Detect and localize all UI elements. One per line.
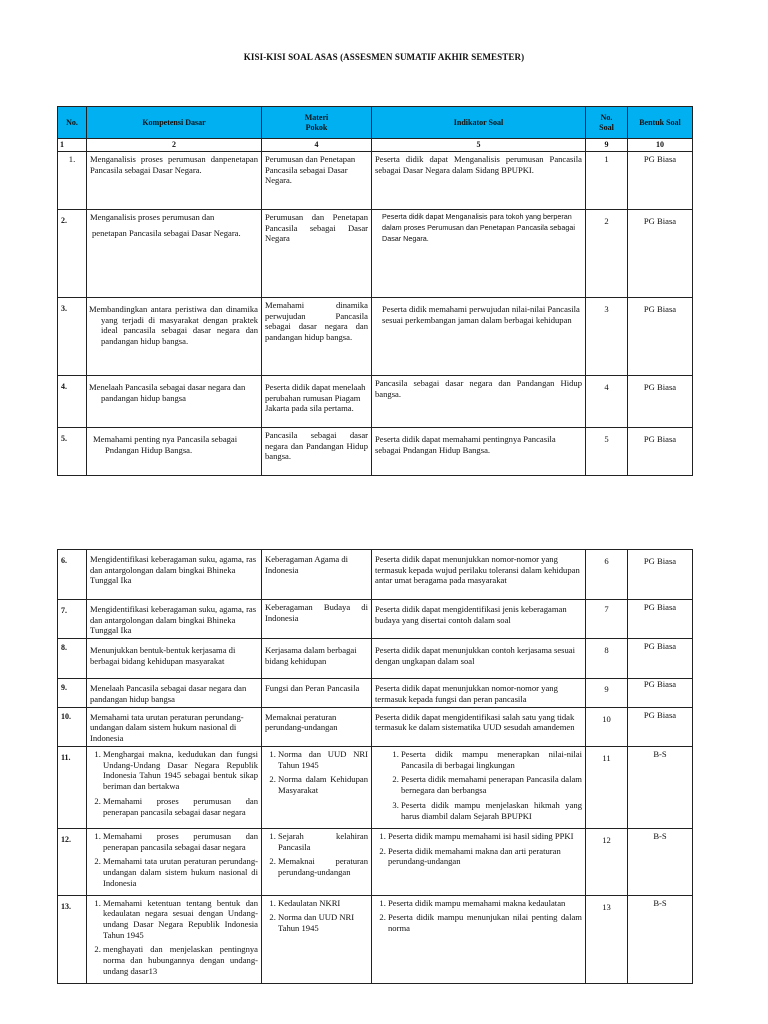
- row-materi: Fungsi dan Peran Pancasila: [262, 679, 372, 707]
- kisi-kisi-table-page2: [57, 549, 693, 984]
- row-kompetensi: Menunjukkan bentuk-bentuk kerjasama di berbagai bidang kehidupan masyarakat: [87, 639, 262, 679]
- row-kompetensi: [87, 828, 262, 895]
- row-bentuk: PG Biasa: [628, 152, 693, 210]
- row-no-soal: 1: [586, 152, 628, 210]
- row-bentuk: PG Biasa: [628, 376, 693, 428]
- row-no: 11.: [58, 746, 87, 828]
- materi-list: [265, 831, 368, 878]
- row-materi: [262, 746, 372, 828]
- kd-item: 2. menghayati dan menjelaskan pentingnya norma dan hubungannya dengan undang-undang dasar13: [103, 944, 258, 976]
- row-no-soal: 4: [586, 376, 628, 428]
- row-materi: Perumusan dan Penetapan Pancasila sebagai Dasar Negara.: [262, 152, 372, 210]
- materi-item: 1. Kedaulatan NKRI: [278, 898, 368, 909]
- row-no-soal: 8: [586, 639, 628, 679]
- indikator-item: 2. Peserta didik memahami makna dan arti peraturan perundang-undangan: [388, 846, 582, 867]
- header-bentuk-soal: Bentuk Soal: [628, 107, 693, 139]
- colnum-9: 9: [586, 139, 628, 152]
- table-row: [58, 428, 693, 476]
- column-number-row: [58, 139, 693, 152]
- row-materi: Keberagaman Agama di Indonesia: [262, 550, 372, 600]
- row-kompetensi: Memahami tata urutan peraturan perundang-undangan dalam sistem hukum nasional di Indonesia: [87, 707, 262, 746]
- row-no-soal: 13: [586, 895, 628, 983]
- table-row: [58, 679, 693, 707]
- row-no: 5.: [58, 428, 87, 476]
- row-no: 8.: [58, 639, 87, 679]
- table-row: [58, 828, 693, 895]
- kd-list: [90, 749, 258, 817]
- header-materi-pokok: [262, 107, 372, 139]
- row-bentuk: B-S: [628, 746, 693, 828]
- row-materi: Keberagaman Budaya di Indonesia: [262, 600, 372, 639]
- row-bentuk: PG Biasa: [628, 639, 693, 679]
- table-row: [58, 639, 693, 679]
- row-indikator: Peserta didik dapat Menganalisis perumusan Pancasila sebagai Dasar Negara dalam Sidang BPUPKI.: [372, 152, 586, 210]
- row-no-soal: 12: [586, 828, 628, 895]
- row-no-soal: 3: [586, 298, 628, 376]
- kd-item: 2. Memahami tata urutan peraturan perundang-undangan dalam sistem hukum nasional di Indonesia: [103, 856, 258, 888]
- materi-item: 2. Norma dalam Kehidupan Masyarakat: [278, 774, 368, 795]
- row-no-soal: 7: [586, 600, 628, 639]
- row-bentuk: PG Biasa: [628, 428, 693, 476]
- materi-item: 2. Norma dan UUD NRI Tahun 1945: [278, 912, 368, 933]
- header-row: [58, 107, 693, 139]
- kd-list: [90, 831, 258, 889]
- row-no: 3.: [58, 298, 87, 376]
- row-no-soal: 10: [586, 707, 628, 746]
- row-kompetensi: [87, 210, 262, 298]
- table-row: [58, 895, 693, 983]
- row-indikator: Peserta didik dapat menunjukkan contoh kerjasama sesuai dengan ungkapan dalam soal: [372, 639, 586, 679]
- row-bentuk: PG Biasa: [628, 707, 693, 746]
- row-bentuk: PG Biasa: [628, 298, 693, 376]
- indikator-item: 1. Peserta didik mampu memahami makna kedaulatan: [388, 898, 582, 909]
- kd-item: 2. Memahami proses perumusan dan penerapan pancasila sebagai dasar negara: [103, 796, 258, 817]
- row-kompetensi: Membandingkan antara peristiwa dan dinamika yang terjadi di masyarakat dengan praktek ideal pancasila sebagai dasar negara dan pandangan hidup bangsa.: [87, 298, 262, 376]
- kd-item: 1. Memahami proses perumusan dan penerapan pancasila sebagai dasar negara: [103, 831, 258, 852]
- row-kompetensi: Memahami penting nya Pancasila sebagai Pndangan Hidup Bangsa.: [87, 428, 262, 476]
- row-kompetensi: Menelaah Pancasila sebagai dasar negara dan pandangan hidup bangsa: [87, 679, 262, 707]
- row-kompetensi: Menelaah Pancasila sebagai dasar negara dan pandangan hidup bangsa: [87, 376, 262, 428]
- row-no: 7.: [58, 600, 87, 639]
- table-row: [58, 376, 693, 428]
- row-kompetensi-line2: penetapan Pancasila sebagai Dasar Negara.: [92, 227, 241, 238]
- row-indikator: [372, 828, 586, 895]
- row-materi: [262, 828, 372, 895]
- table-row: [58, 600, 693, 639]
- row-kompetensi: [87, 746, 262, 828]
- row-indikator: [372, 895, 586, 983]
- indikator-item: 3. Peserta didik mampu menjelaskan hikmah yang harus diambil dalam Sejarah BPUPKI: [401, 800, 582, 821]
- row-no-soal: 5: [586, 428, 628, 476]
- row-indikator: Pancasila sebagai dasar negara dan Pandangan Hidup bangsa.: [372, 376, 586, 428]
- row-no: 9.: [58, 679, 87, 707]
- row-kompetensi-line1: Menganalisis proses perumusan dan: [90, 212, 215, 222]
- row-indikator: Peserta didik memahami perwujudan nilai-nilai Pancasila sesuai perkembangan jaman dalam berbagai kehidupan: [372, 298, 586, 376]
- indikator-list: [388, 749, 582, 821]
- row-no: 10.: [58, 707, 87, 746]
- indikator-item: 2. Peserta didik mampu menunjukan nilai penting dalam norma: [388, 912, 582, 933]
- row-no: 4.: [58, 376, 87, 428]
- row-materi: Kerjasama dalam berbagai bidang kehidupan: [262, 639, 372, 679]
- materi-list: [265, 749, 368, 796]
- row-no: 13.: [58, 895, 87, 983]
- indikator-list: [375, 831, 582, 867]
- header-nosoal-line2: Soal: [599, 122, 614, 132]
- materi-item: 1. Sejarah kelahiran Pancasila: [278, 831, 368, 852]
- row-bentuk: PG Biasa: [628, 679, 693, 707]
- kd-item: 1. Menghargai makna, kedudukan dan fungsi Undang-Undang Dasar Negara Republik Indonesia Tahun 1945 sebagai bentuk sikap beriman dan bertakwa: [103, 749, 258, 792]
- header-no-soal: [586, 107, 628, 139]
- materi-item: 2. Memaknai peraturan perundang-undangan: [278, 856, 368, 877]
- row-materi: [262, 895, 372, 983]
- row-no-soal: 9: [586, 679, 628, 707]
- table-row: [58, 746, 693, 828]
- row-bentuk: B-S: [628, 828, 693, 895]
- indikator-item: 1. Peserta didik mampu memahami isi hasil siding PPKI: [388, 831, 582, 842]
- row-indikator: Peserta didik dapat mengidentifikasi jenis keberagaman budaya yang disertai contoh dalam soal: [372, 600, 586, 639]
- header-kompetensi-dasar: Kompetensi Dasar: [87, 107, 262, 139]
- row-kompetensi: Menganalisis proses perumusan danpenetapan Pancasila sebagai Dasar Negara.: [87, 152, 262, 210]
- row-indikator: Peserta didik dapat menunjukkan nomor-nomor yang termasuk kepada fungsi dan peran pancasila: [372, 679, 586, 707]
- header-no: No.: [58, 107, 87, 139]
- colnum-2: 2: [87, 139, 262, 152]
- indikator-item: 2. Peserta didik memahami penerapan Pancasila dalam bernegara dan berbangsa: [401, 774, 582, 795]
- table-row: [58, 210, 693, 298]
- row-bentuk: PG Biasa: [628, 600, 693, 639]
- materi-list: [265, 898, 368, 934]
- row-bentuk: PG Biasa: [628, 210, 693, 298]
- row-materi: Peserta didik dapat menelaah perubahan rumusan Piagam Jakarta pada sila pertama.: [262, 376, 372, 428]
- header-nosoal-line1: No.: [600, 112, 613, 122]
- row-no: 1.: [58, 152, 87, 210]
- table-row: [58, 707, 693, 746]
- document-title: KISI-KISI SOAL ASAS (ASSESMEN SUMATIF AKHIR SEMESTER): [243, 52, 525, 62]
- header-materi-line2: Pokok: [305, 122, 328, 132]
- colnum-10: 10: [628, 139, 693, 152]
- row-no: 12.: [58, 828, 87, 895]
- table-row: [58, 298, 693, 376]
- row-indikator: Peserta didik dapat Menganalisis para tokoh yang berperan dalam proses Perumusan dan Penetapan Pancasila sebagai Dasar Negara.: [372, 210, 586, 298]
- row-indikator: [372, 746, 586, 828]
- row-indikator: Peserta didik dapat menunjukkan nomor-nomor yang termasuk kepada wujud perilaku toleransi dalam kehidupan antar umat beragama pada masyarakat: [372, 550, 586, 600]
- colnum-1: 1: [58, 139, 87, 152]
- row-no: 2.: [58, 210, 87, 298]
- materi-item: 1. Norma dan UUD NRI Tahun 1945: [278, 749, 368, 770]
- indikator-item: 1. Peserta didik mampu menerapkan nilai-nilai Pancasila di berbagai lingkungan: [401, 749, 582, 770]
- row-bentuk: B-S: [628, 895, 693, 983]
- row-no-soal: 6: [586, 550, 628, 600]
- kd-list: [90, 898, 258, 977]
- row-no-soal: 2: [586, 210, 628, 298]
- row-no-soal: 11: [586, 746, 628, 828]
- row-no: 6.: [58, 550, 87, 600]
- colnum-4: 4: [262, 139, 372, 152]
- row-materi: Memaknai peraturan perundang-undangan: [262, 707, 372, 746]
- indikator-list: [375, 898, 582, 934]
- kd-item: 1. Memahami ketentuan tentang bentuk dan kedaulatan negara sesuai dengan Undang-undang Dasar Negara Republik Indonesia Tahun 1945: [103, 898, 258, 941]
- kisi-kisi-table-page1: [57, 106, 693, 476]
- row-bentuk: PG Biasa: [628, 550, 693, 600]
- header-materi-line1: Materi: [304, 112, 329, 122]
- row-kompetensi: Mengidentifikasi keberagaman suku, agama, ras dan antargolongan dalam bingkai Bhineka Tunggal Ika: [87, 600, 262, 639]
- row-indikator: Peserta didik dapat mengidentifikasi salah satu yang tidak termasuk ke dalam sistematika UUD sesudah amandemen: [372, 707, 586, 746]
- row-kompetensi: Mengidentifikasi keberagaman suku, agama, ras dan antargolongan dalam bingkai Bhineka Tunggal Ika: [87, 550, 262, 600]
- header-indikator-soal: Indikator Soal: [372, 107, 586, 139]
- row-materi: Perumusan dan Penetapan Pancasila sebagai Dasar Negara: [262, 210, 372, 298]
- table-row: [58, 550, 693, 600]
- row-materi: Pancasila sebagai dasar negara dan Pandangan Hidup bangsa.: [262, 428, 372, 476]
- table-row: [58, 152, 693, 210]
- row-kompetensi: [87, 895, 262, 983]
- colnum-5: 5: [372, 139, 586, 152]
- row-materi: Memahami dinamika perwujudan Pancasila sebagai dasar negara dan pandangan hidup bangsa.: [262, 298, 372, 376]
- row-indikator: Peserta didik dapat memahami pentingnya Pancasila sebagai Pndangan Hidup Bangsa.: [372, 428, 586, 476]
